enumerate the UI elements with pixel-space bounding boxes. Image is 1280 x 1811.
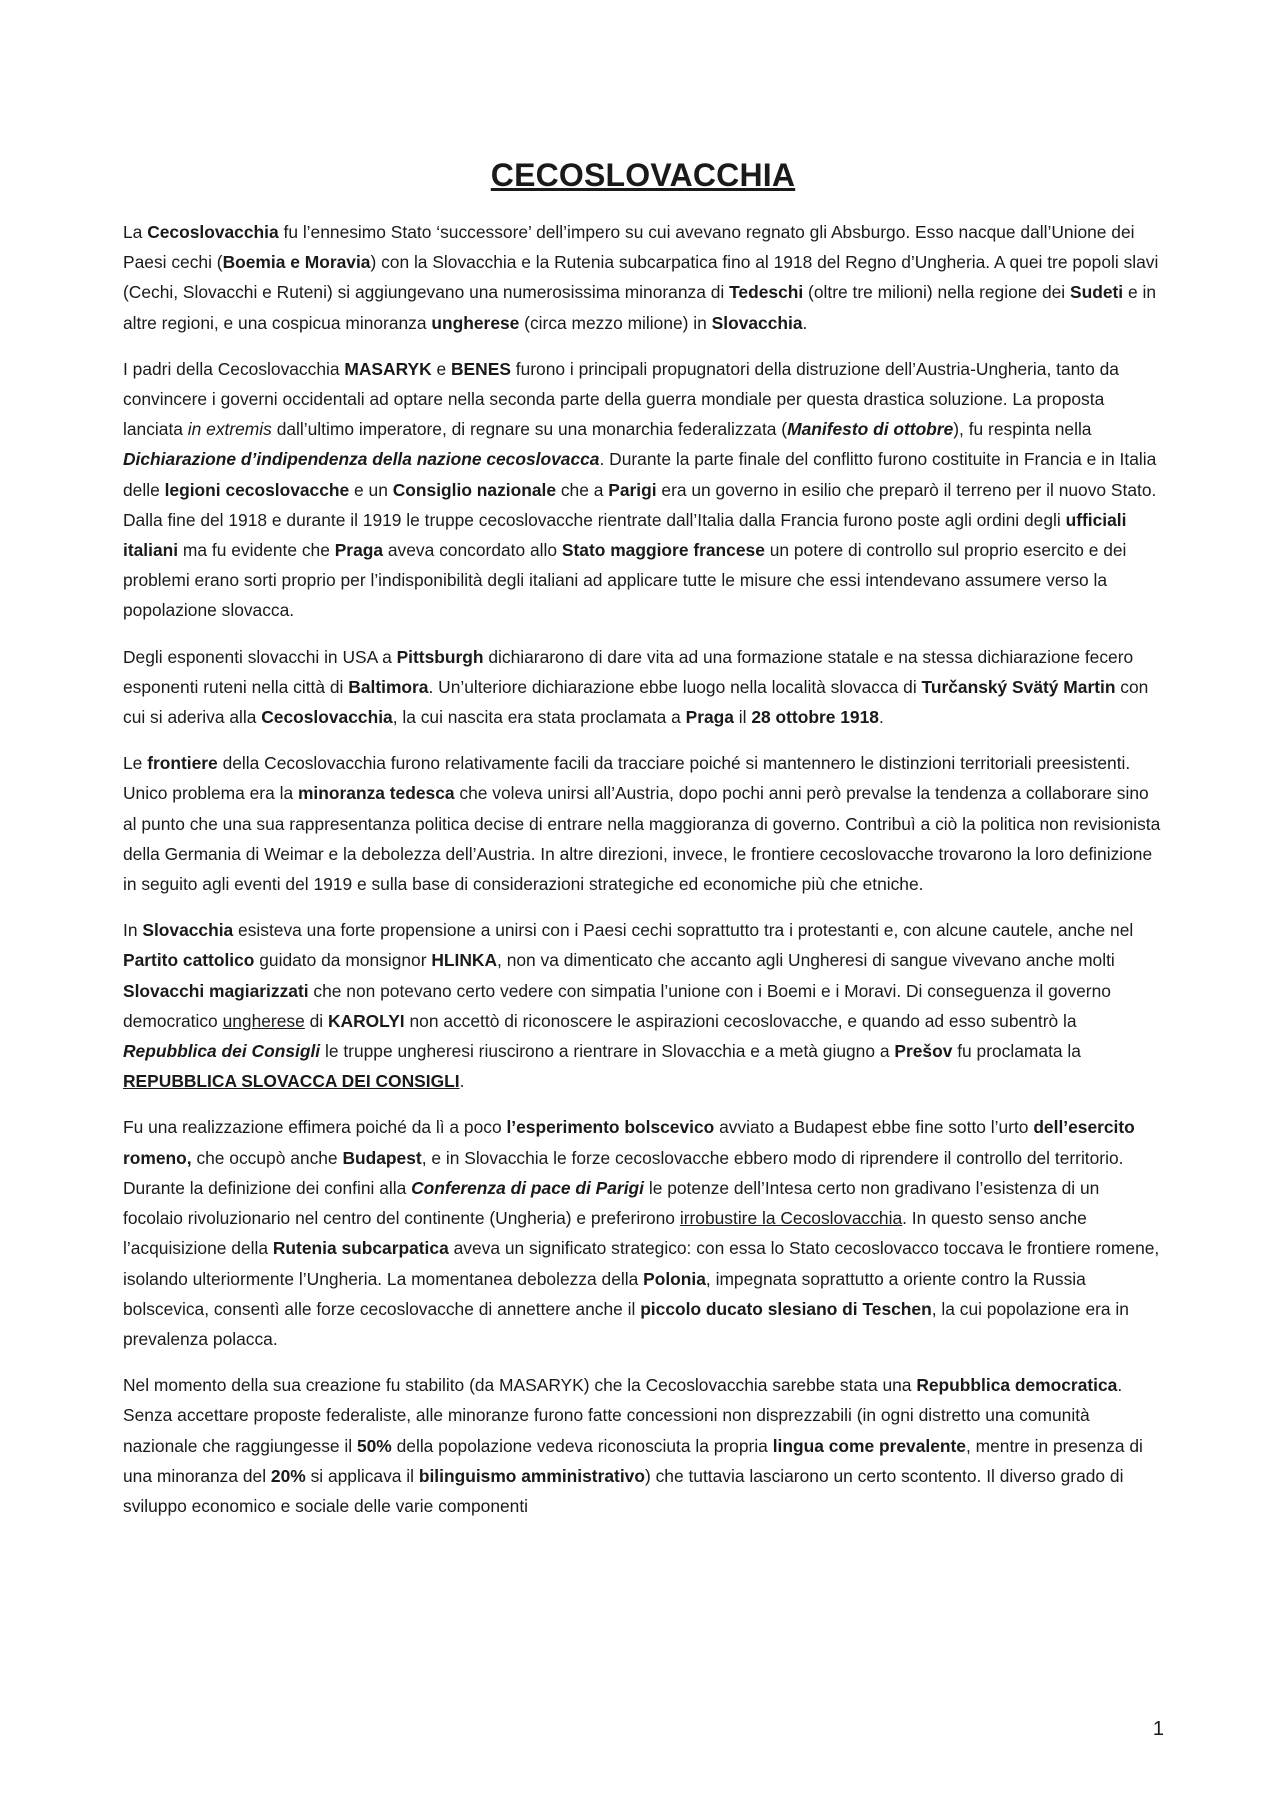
text-run: legioni cecoslovacche [164,479,350,500]
text-run: I padri della Cecoslovacchia [123,358,345,379]
text-run: e un [349,479,393,500]
text-run: dell’esercito romeno, [123,1117,1135,1168]
text-run: Rutenia subcarpatica [272,1238,449,1259]
text-run: , la cui nascita era stata proclamata a [392,707,686,728]
text-run: , la cui popolazione era in prevalenza polacca. [123,1298,1129,1349]
text-run: . In questo senso anche l’acquisizione della [123,1208,1087,1259]
text-run: . [878,707,884,728]
paragraph-5 [123,915,1163,1096]
text-run: . Senza accettare proposte federaliste, alle minoranze furono fatte concessioni non disprezzabili (in ogni distretto una comunità nazionale che raggiungesse il [123,1375,1123,1456]
text-run: (circa mezzo milione) in [519,312,712,333]
text-run: ufficiali italiani [123,509,1127,561]
text-run: 28 ottobre 1918 [751,707,879,728]
text-run: . Durante la parte finale del conflitto furono costituite in Francia e in Italia delle [123,449,1157,500]
text-run: KAROLYI [327,1010,405,1031]
text-run: le potenze dell’Intesa certo non gradivano l’esistenza di un focolaio rivoluzionario nel centro del continente (Ungheria) e preferirono [123,1177,1100,1229]
text-run: Boemia e Moravia [222,252,371,273]
text-run: Manifesto di ottobre [787,419,954,440]
text-run: Turčanský Svätý Martin [921,676,1116,697]
text-run: , non va dimenticato che accanto agli Ungheresi di sangue vivevano anche molti [497,950,1115,971]
text-run: l’esperimento bolscevico [506,1117,715,1138]
text-run: 50% [356,1435,392,1456]
paragraph-1 [123,217,1163,338]
text-run: Prešov [894,1041,953,1062]
text-run: ungherese [222,1010,305,1031]
text-run: che non potevano certo vedere con simpatia l’unione con i Boemi e i Moravi. Di conseguenza il governo democratico [123,980,1111,1031]
text-run: guidato da monsignor [254,950,432,971]
text-run: Consiglio nazionale [392,479,557,500]
text-run: ungherese [431,312,520,333]
text-run: Nel momento della sua creazione fu stabilito (da MASARYK) che la Cecoslovacchia sarebbe stata una [123,1375,917,1396]
text-run: Repubblica dei Consigli [123,1041,321,1062]
text-run: Degli esponenti slovacchi in USA a [123,646,397,667]
text-run: (oltre tre milioni) nella regione dei [803,282,1070,303]
text-run: ) che tuttavia lasciarono un certo scontento. Il diverso grado di sviluppo economico e sociale delle varie componenti [123,1465,1124,1516]
paragraph-2 [123,354,1163,626]
text-run: Cecoslovacchia [261,707,393,728]
text-run: della Cecoslovacchia furono relativamente facili da tracciare poiché si mantennero le distinzioni territoriali preesistenti. Unico problema era la [123,753,1131,804]
text-run: REPUBBLICA SLOVACCA DEI CONSIGLI [123,1071,460,1092]
text-run: irrobustire la Cecoslovacchia [679,1208,903,1229]
text-run: , e in Slovacchia le forze cecoslovacche ebbero modo di riprendere il controllo del territorio. Durante la definizione dei confini alla [123,1147,1124,1198]
text-run: le truppe ungheresi riuscirono a rientrare in Slovacchia e a metà giugno a [320,1041,895,1062]
text-run: in extremis [187,419,272,440]
text-run: Parigi [608,479,657,500]
text-run: esisteva una forte propensione a unirsi con i Paesi cechi soprattutto tra i protestanti e, con alcune cautele, anche nel [233,920,1134,941]
text-run: aveva un significato strategico: con essa lo Stato cecoslovacco toccava le frontiere romene, isolando ulteriormente l’Ungheria. La momentanea debolezza della [123,1238,1160,1289]
text-run: e [431,358,451,379]
text-run: . [802,312,808,333]
text-run: La [123,222,148,242]
document-page [123,155,1163,1537]
text-run: frontiere [147,753,218,774]
text-run: 20% [270,1465,306,1486]
text-run: , mentre in presenza di una minoranza del [123,1435,1143,1486]
text-run: Dichiarazione d’indipendenza della nazione cecoslovacca [123,449,600,470]
text-run: Fu una realizzazione effimera poiché da lì a poco [123,1117,507,1138]
text-run: Slovacchi magiarizzati [123,980,309,1001]
document-body [123,217,1163,1521]
text-run: che voleva unirsi all’Austria, dopo pochi anni però prevalse la tendenza a collaborare sino al punto che una sua rappresentanza politica decise di entrare nella maggioranza di governo. Contribuì a ciò la politica non revisionista della Germania di Weimar e la debolezza dell’Austria. In altre direzioni, invece, le frontiere cecoslovacche trovarono la loro definizione in seguito agli eventi del 1919 e sulla base di considerazioni strategiche ed economiche più che etniche. [123,783,1161,895]
text-run: lingua come prevalente [772,1435,966,1456]
text-run: che a [556,479,609,500]
text-run: era un governo in esilio che preparò il terreno per il nuovo Stato. Dalla fine del 1918 e durante il 1919 le truppe cecoslovacche rientrate dall’Italia dalla Francia furono poste agli ordini degli [123,479,1157,530]
paragraph-4 [123,748,1163,899]
text-run: Polonia [643,1268,706,1289]
text-run: Partito cattolico [123,950,255,971]
text-run: Cecoslovacchia [147,222,279,242]
text-run: fu l’ennesimo Stato ‘successore’ dell’impero su cui avevano regnato gli Absburgo. Esso nacque dall’Unione dei Paesi cechi ( [123,222,1135,273]
text-run: ), fu respinta nella [953,419,1092,440]
text-run: e in altre regioni, e una cospicua minoranza [123,282,1156,333]
text-run: bilinguismo amministrativo [418,1465,645,1486]
text-run: di [304,1010,328,1031]
text-run: Baltimora [348,676,429,697]
text-run: minoranza tedesca [297,783,455,804]
text-run: Praga [334,540,384,561]
text-run: dall’ultimo imperatore, di regnare su una monarchia federalizzata ( [271,419,788,440]
text-run: , impegnata soprattutto a oriente contro la Russia bolscevica, consentì alle forze cecoslovacche di annettere anche il [123,1268,1086,1319]
text-run: Tedeschi [729,282,804,303]
text-run: Budapest [342,1147,422,1168]
text-run: Praga [685,707,734,728]
paragraph-3 [123,642,1163,733]
text-run: Sudeti [1069,282,1124,303]
text-run: con cui si aderiva alla [123,676,1149,728]
text-run: ma fu evidente che [178,540,335,561]
paragraph-7 [123,1370,1163,1521]
document-title: CECOSLOVACCHIA [490,157,796,193]
text-run: In [123,920,143,941]
paragraph-6 [123,1112,1163,1354]
text-run: Repubblica democratica [916,1375,1118,1396]
text-run: ) con la Slovacchia e la Rutenia subcarpatica fino al 1918 del Regno d’Ungheria. A quei tre popoli slavi (Cechi, Slovacchi e Ruteni) si aggiungevano una numerosissima minoranza di [123,252,1159,303]
text-run: che occupò anche [191,1147,343,1168]
text-run: fu proclamata la [952,1041,1081,1062]
text-run: Le [123,753,148,774]
text-run: HLINKA [431,950,498,971]
text-run: Pittsburgh [396,646,484,667]
text-run: un potere di controllo sul proprio esercito e dei problemi erano sorti proprio per l’indisponibilità degli italiani ad applicare tutte le misure che essi intendevano assumere verso la popolazione slovacca. [123,540,1127,621]
text-run: MASARYK [344,358,432,379]
text-run: della popolazione vedeva riconosciuta la propria [391,1435,773,1456]
text-run: dichiararono di dare vita ad una formazione statale e na stessa dichiarazione fecero esponenti ruteni nella città di [123,646,1134,697]
text-run: Slovacchia [142,920,234,941]
text-run: Stato maggiore francese [561,540,765,561]
text-run: avviato a Budapest ebbe fine sotto l’urto [714,1117,1034,1138]
text-run: piccolo ducato slesiano di Teschen [640,1298,932,1319]
text-run: . Un’ulteriore dichiarazione ebbe luogo nella località slovacca di [428,676,922,697]
text-run: Conferenza di pace di Parigi [411,1177,644,1198]
page-number: 1 [1152,1718,1164,1740]
text-run: furono i principali propugnatori della distruzione dell’Austria-Ungheria, tanto da convincere i governi occidentali ad optare nella seconda parte della guerra mondiale per questa drastica soluzione. La proposta lanciata [123,358,1119,440]
text-run: BENES [451,358,511,379]
text-run: aveva concordato allo [383,540,562,561]
text-run: Slovacchia [711,312,803,333]
text-run: il [733,707,752,728]
text-run: si applicava il [305,1465,419,1486]
text-run: . [459,1071,465,1092]
text-run: non accettò di riconoscere le aspirazioni cecoslovacche, e quando ad esso subentrò la [404,1010,1077,1031]
